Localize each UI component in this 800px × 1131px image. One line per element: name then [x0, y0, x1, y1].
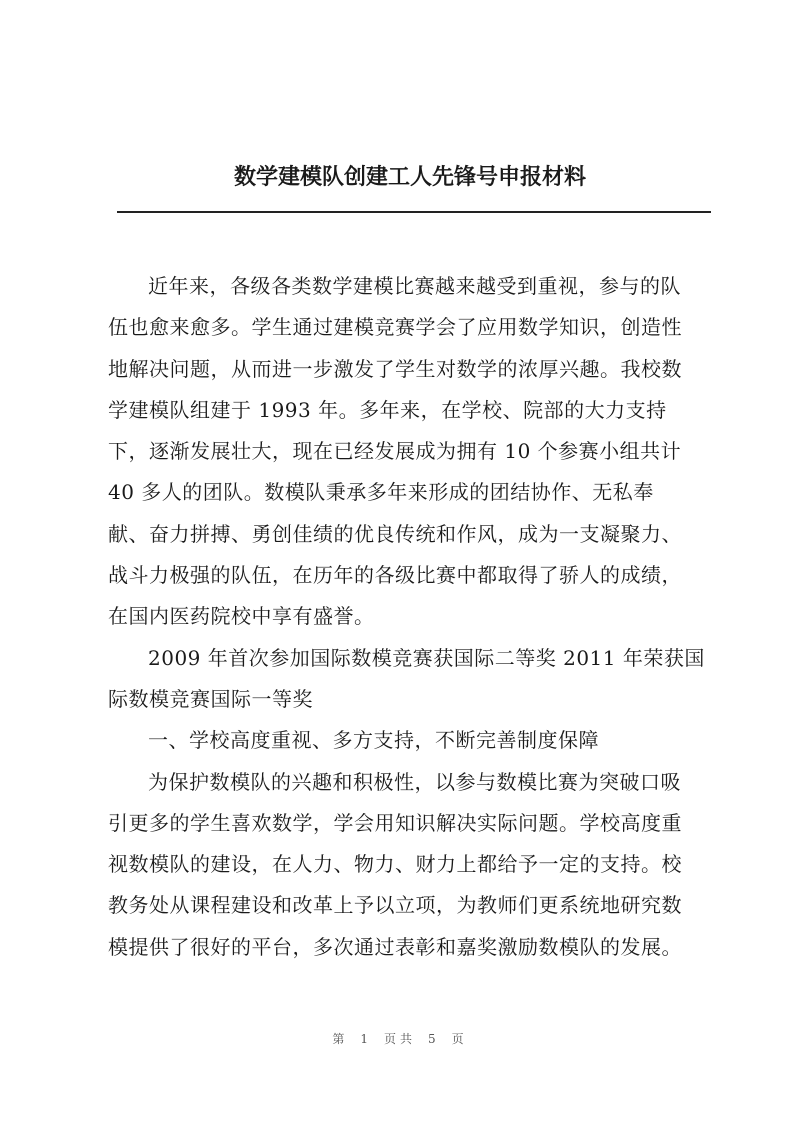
page-footer	[0, 1030, 800, 1047]
text-line: 教务处从课程建设和改革上予以立项，为教师们更系统地研究数	[108, 893, 682, 918]
text-line: 为保护数模队的兴趣和积极性，以参与数模比赛为突破口吸	[148, 769, 681, 794]
text-line: 40 多人的团队。数模队秉承多年来形成的团结协作、无私奉	[108, 480, 654, 505]
section-heading: 一、学校高度重视、多方支持，不断完善制度保障	[148, 728, 599, 753]
document-body	[108, 266, 712, 968]
text-line: 2009 年首次参加国际数模竞赛获国际二等奖 2011 年荣获国	[148, 645, 705, 670]
footer-page-number: 1	[360, 1032, 372, 1046]
document-title: 数学建模队创建工人先锋号申报材料	[233, 165, 586, 190]
footer-total-pages: 5	[428, 1032, 440, 1046]
text-line: 伍也愈来愈多。学生通过建模竞赛学会了应用数学知识，创造性	[108, 315, 682, 340]
text-line: 际数模竞赛国际一等奖	[108, 686, 313, 711]
title-divider	[117, 211, 711, 213]
text-line: 献、奋力拼搏、勇创佳绩的优良传统和作风，成为一支凝聚力、	[108, 521, 682, 546]
text-line: 近年来，各级各类数学建模比赛越来越受到重视，参与的队	[148, 274, 681, 298]
footer-suffix: 页	[451, 1032, 468, 1046]
footer-middle: 页共	[383, 1032, 416, 1046]
text-line: 视数模队的建设，在人力、物力、财力上都给予一定的支持。校	[108, 852, 682, 877]
text-line: 引更多的学生喜欢数学，学会用知识解决实际问题。学校高度重	[108, 810, 682, 835]
text-line: 战斗力极强的队伍，在历年的各级比赛中都取得了骄人的成绩，	[108, 563, 682, 588]
text-line: 模提供了很好的平台，多次通过表彰和嘉奖激励数模队的发展。	[108, 934, 682, 959]
text-line: 在国内医药院校中享有盛誉。	[108, 604, 375, 629]
text-line: 学建模队组建于 1993 年。多年来，在学校、院部的大力支持	[108, 397, 667, 422]
footer-prefix: 第	[332, 1032, 349, 1046]
text-line: 地解决问题，从而进一步激发了学生对数学的浓厚兴趣。我校数	[108, 356, 682, 381]
text-line: 下，逐渐发展壮大，现在已经发展成为拥有 10 个参赛小组共计	[108, 439, 682, 464]
